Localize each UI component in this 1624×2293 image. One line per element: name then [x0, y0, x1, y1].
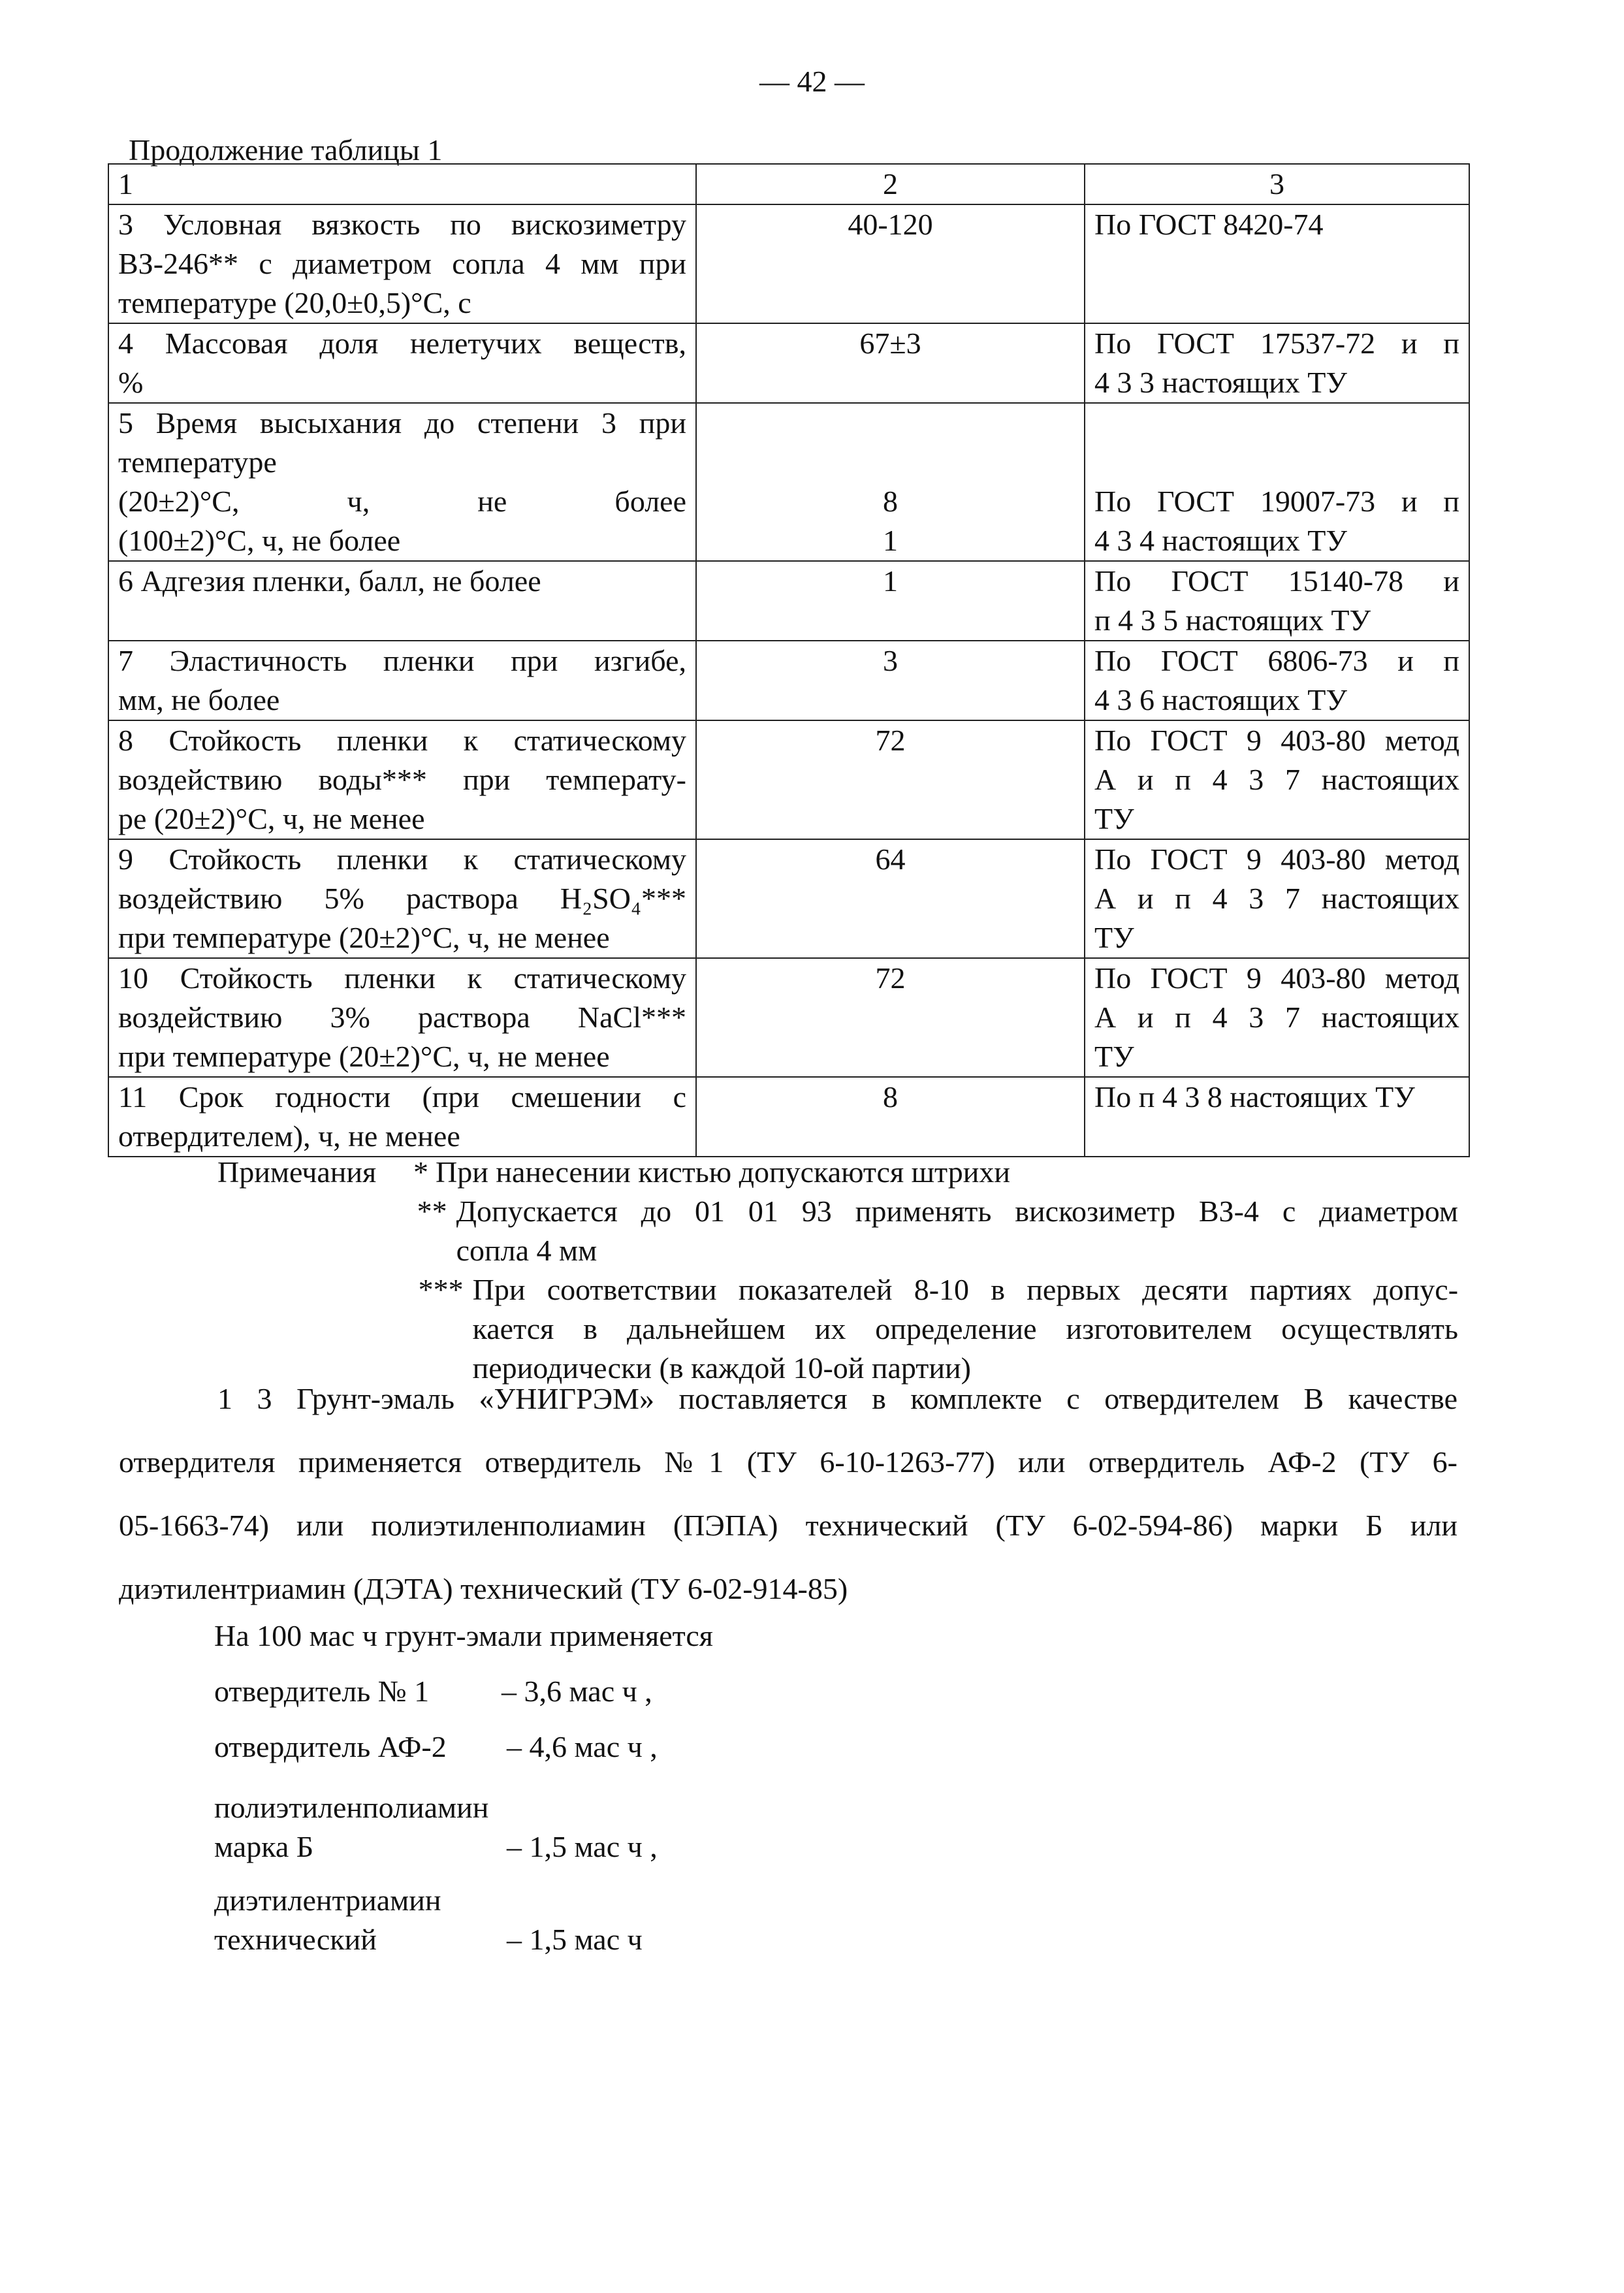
cell-line: 8 — [883, 1080, 898, 1114]
cell-line: 11 Срок годности (при смешении с — [118, 1080, 686, 1114]
note-text: При нанесении кистью допускаются штрихи — [436, 1155, 1010, 1189]
cell-line: п 4 3 5 настоящих ТУ — [1094, 603, 1371, 637]
cell-line: воздействию воды*** при температу- — [118, 763, 686, 796]
note-mark: ** — [417, 1195, 447, 1228]
table-cell-c1 — [108, 561, 696, 641]
cell-line: По ГОСТ 15140-78 и — [1094, 564, 1459, 598]
mix-intro: На 100 мас ч грунт-эмали применяется — [214, 1619, 713, 1652]
mix-item-name: отвердитель № 1 — [214, 1675, 430, 1708]
cell-line: По ГОСТ 9 403-80 метод — [1094, 961, 1459, 995]
table-cell-c2 — [696, 839, 1085, 958]
cell-line: А и п 4 3 7 настоящих — [1094, 882, 1459, 915]
table-cell-c1 — [108, 641, 696, 720]
note-row — [217, 1270, 1458, 1388]
mix-item-amount: – 1,5 мас ч , — [507, 1830, 658, 1863]
table-cell-c3 — [1085, 204, 1469, 323]
table-cell-c3 — [1085, 403, 1469, 561]
cell-line: 72 — [875, 724, 906, 757]
header-cell: 1 — [108, 164, 696, 204]
cell-line: 4 3 4 настоящих ТУ — [1094, 524, 1347, 557]
cell-line: отвердителем), ч, не менее — [118, 1119, 460, 1153]
cell-line: 64 — [875, 842, 906, 876]
table-cell-c2 — [696, 561, 1085, 641]
mix-item — [214, 1672, 652, 1711]
note-text: кается в дальнейшем их определение изготовителем осуществлять — [472, 1312, 1459, 1345]
cell-line: 3 — [883, 644, 898, 677]
table-cell-c2 — [696, 403, 1085, 561]
notes-block — [217, 1153, 1458, 1388]
cell-line: 1 — [883, 564, 898, 598]
cell-line: ТУ — [1094, 921, 1134, 954]
table-cell-c1 — [108, 958, 696, 1077]
paragraph-1-3 — [119, 1379, 1457, 1633]
table-row — [108, 561, 1469, 641]
note-text: сопла 4 мм — [456, 1234, 597, 1267]
cell-line: ТУ — [1094, 1040, 1134, 1073]
note-row — [217, 1192, 1458, 1270]
cell-line: 1 — [883, 524, 898, 557]
cell-line — [1094, 404, 1459, 443]
paragraph-line: диэтилентриамин (ДЭТА) технический (ТУ 6-02-914-85) — [119, 1572, 848, 1605]
cell-line: 7 Эластичность пленки при изгибе, — [118, 644, 686, 677]
paragraph-line: 05-1663-74) или полиэтиленполиамин (ПЭПА) технический (ТУ 6-02-594-86) марки Б или — [119, 1509, 1457, 1542]
cell-line: По п 4 3 8 настоящих ТУ — [1094, 1080, 1415, 1114]
table-cell-c3 — [1085, 958, 1469, 1077]
table-cell-c3 — [1085, 641, 1469, 720]
table-row — [108, 839, 1469, 958]
cell-line: (100±2)°С, ч, не более — [118, 524, 401, 557]
table-cell-c3 — [1085, 839, 1469, 958]
cell-line: По ГОСТ 19007-73 и п — [1094, 485, 1459, 518]
table-cell-c1 — [108, 720, 696, 839]
table-caption: Продолжение таблицы 1 — [129, 133, 443, 167]
cell-line: По ГОСТ 9 403-80 метод — [1094, 724, 1459, 757]
mix-item-name: диэтилентриамин — [214, 1884, 441, 1917]
cell-line: мм, не более — [118, 683, 280, 716]
cell-line: 72 — [875, 961, 906, 995]
mix-item — [214, 1788, 658, 1867]
note-text: Допускается до 01 01 93 применять вискозиметр ВЗ-4 с диаметром — [456, 1195, 1459, 1228]
cell-line — [1094, 443, 1459, 482]
mix-item-amount: – 3,6 мас ч , — [502, 1675, 652, 1708]
cell-line: 10 Стойкость пленки к статическому — [118, 961, 686, 995]
paragraph-line: 1 3 Грунт-эмаль «УНИГРЭМ» поставляется в комплекте с отвердителем В качестве — [217, 1382, 1457, 1415]
mix-item-name: отвердитель АФ-2 — [214, 1730, 447, 1763]
table-row — [108, 204, 1469, 323]
cell-line: ТУ — [1094, 802, 1134, 835]
table-cell-c1 — [108, 1077, 696, 1157]
cell-line: при температуре (20±2)°С, ч, не менее — [118, 921, 610, 954]
table-cell-c2 — [696, 720, 1085, 839]
table-cell-c3 — [1085, 1077, 1469, 1157]
cell-line: По ГОСТ 6806-73 и п — [1094, 644, 1459, 677]
notes-label: Примечания — [217, 1155, 377, 1189]
cell-line: 67±3 — [859, 327, 921, 360]
mix-item-amount: – 1,5 мас ч — [507, 1923, 643, 1956]
cell-line: По ГОСТ 17537-72 и п — [1094, 327, 1459, 360]
cell-line: температуре (20,0±0,5)°С, с — [118, 286, 471, 319]
cell-line: 40-120 — [848, 208, 933, 241]
cell-line: при температуре (20±2)°С, ч, не менее — [118, 1040, 610, 1073]
cell-line: 8 Стойкость пленки к статическому — [118, 724, 686, 757]
table-cell-c2 — [696, 204, 1085, 323]
cell-line: воздействию 5% раствора H₂SO₄*** — [118, 882, 686, 915]
note-text: периодически (в каждой 10-ой партии) — [472, 1351, 971, 1385]
cell-line: 5 Время высыхания до степени 3 при — [118, 406, 686, 440]
mix-item-name: марка Б — [214, 1830, 314, 1863]
table-cell-c2 — [696, 958, 1085, 1077]
table-row — [108, 958, 1469, 1077]
note-text: При соответствии показателей 8-10 в первых десяти партиях допус- — [472, 1273, 1459, 1306]
cell-line: воздействию 3% раствора NaCl*** — [118, 1001, 686, 1034]
cell-line: По ГОСТ 8420-74 — [1094, 208, 1324, 241]
cell-line: ВЗ-246** с диаметром сопла 4 мм при — [118, 247, 686, 280]
cell-line: температуре — [118, 445, 277, 479]
table-cell-c1 — [108, 403, 696, 561]
table-cell-c1 — [108, 204, 696, 323]
table-header-row — [108, 164, 1469, 204]
cell-line: 4 Массовая доля нелетучих веществ, — [118, 327, 686, 360]
header-cell: 3 — [1085, 164, 1469, 204]
cell-line: ре (20±2)°С, ч, не менее — [118, 802, 425, 835]
page-number: — 42 — — [759, 65, 865, 98]
properties-table — [108, 163, 1469, 1153]
table-row — [108, 1077, 1469, 1157]
table-row — [108, 720, 1469, 839]
cell-line: По ГОСТ 9 403-80 метод — [1094, 842, 1459, 876]
table-cell-c2 — [696, 1077, 1085, 1157]
cell-line: 9 Стойкость пленки к статическому — [118, 842, 686, 876]
table-row — [108, 323, 1469, 403]
paragraph-line: отвердителя применяется отвердитель №1 (ТУ 6-10-1263-77) или отвердитель АФ-2 (ТУ 6- — [119, 1445, 1457, 1479]
table-cell-c1 — [108, 839, 696, 958]
cell-line: % — [118, 366, 144, 399]
cell-line — [706, 443, 1075, 482]
mix-item-name: технический — [214, 1923, 377, 1956]
note-mark: *** — [418, 1273, 464, 1306]
table-cell-c2 — [696, 641, 1085, 720]
table-cell-c1 — [108, 323, 696, 403]
note-row — [217, 1153, 1458, 1192]
table-cell-c3 — [1085, 720, 1469, 839]
table-cell-c2 — [696, 323, 1085, 403]
cell-line — [706, 404, 1075, 443]
cell-line: 4 3 6 настоящих ТУ — [1094, 683, 1347, 716]
table-row — [108, 403, 1469, 561]
cell-line: 4 3 3 настоящих ТУ — [1094, 366, 1347, 399]
note-mark: * — [413, 1155, 428, 1189]
mix-item-amount: – 4,6 мас ч , — [507, 1730, 658, 1763]
cell-line: 8 — [883, 485, 898, 518]
cell-line: А и п 4 3 7 настоящих — [1094, 763, 1459, 796]
table-cell-c3 — [1085, 561, 1469, 641]
cell-line: А и п 4 3 7 настоящих — [1094, 1001, 1459, 1034]
table-cell-c3 — [1085, 323, 1469, 403]
mix-item-name: полиэтиленполиамин — [214, 1791, 489, 1824]
mix-item — [214, 1881, 643, 1959]
cell-line: 3 Условная вязкость по вискозиметру — [118, 208, 686, 241]
cell-line: 6 Адгезия пленки, балл, не более — [118, 564, 541, 598]
table-row — [108, 641, 1469, 720]
mix-item — [214, 1727, 658, 1767]
header-cell: 2 — [696, 164, 1085, 204]
cell-line: (20±2)°С, ч, не более — [118, 485, 686, 518]
